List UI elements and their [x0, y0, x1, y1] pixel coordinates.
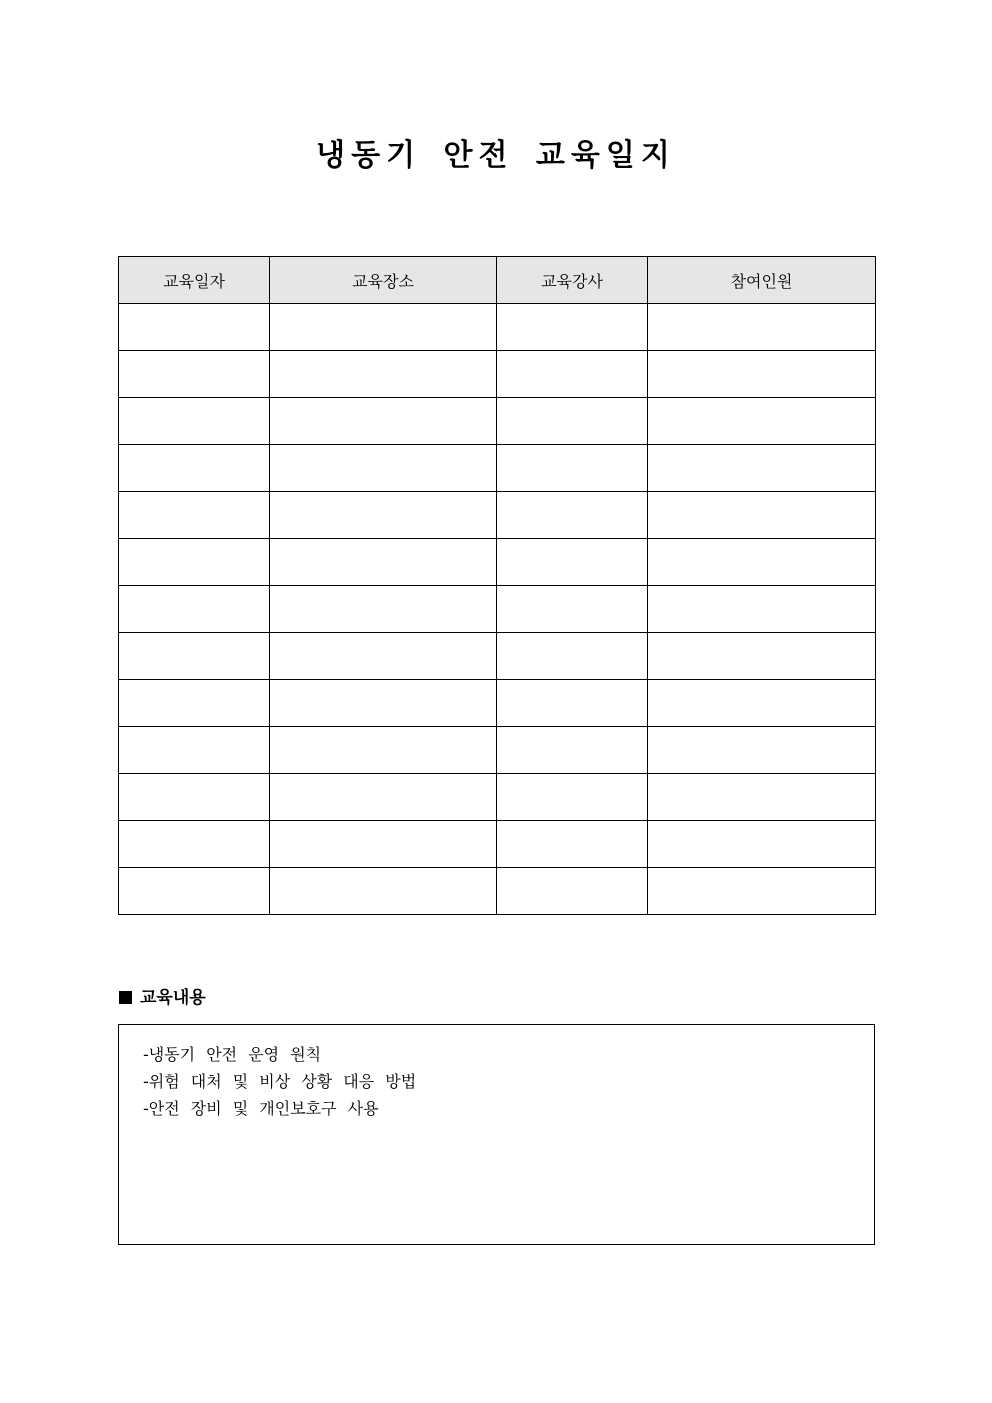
- table-header-row: [119, 257, 876, 304]
- table-row: [119, 445, 876, 492]
- table-row: [119, 351, 876, 398]
- cell-attendees[interactable]: [648, 351, 876, 398]
- cell-attendees[interactable]: [648, 539, 876, 586]
- cell-location[interactable]: [270, 680, 497, 727]
- list-item: -냉동기 안전 운영 원칙: [143, 1045, 322, 1064]
- cell-date[interactable]: [119, 633, 270, 680]
- cell-location[interactable]: [270, 304, 497, 351]
- cell-instructor[interactable]: [497, 633, 648, 680]
- cell-instructor[interactable]: [497, 868, 648, 915]
- cell-attendees[interactable]: [648, 445, 876, 492]
- cell-date[interactable]: [119, 539, 270, 586]
- header-instructor: 교육강사: [497, 257, 648, 304]
- cell-location[interactable]: [270, 868, 497, 915]
- cell-date[interactable]: [119, 774, 270, 821]
- cell-location[interactable]: [270, 821, 497, 868]
- cell-attendees[interactable]: [648, 680, 876, 727]
- table-row: [119, 586, 876, 633]
- cell-date[interactable]: [119, 868, 270, 915]
- table-body: [119, 304, 876, 915]
- cell-date[interactable]: [119, 445, 270, 492]
- table-row: [119, 492, 876, 539]
- cell-location[interactable]: [270, 351, 497, 398]
- cell-location[interactable]: [270, 539, 497, 586]
- cell-attendees[interactable]: [648, 304, 876, 351]
- header-date: 교육일자: [119, 257, 270, 304]
- black-square-icon: [119, 991, 132, 1004]
- document-title: 냉동기 안전 교육일지: [316, 138, 676, 173]
- cell-attendees[interactable]: [648, 774, 876, 821]
- cell-instructor[interactable]: [497, 539, 648, 586]
- cell-location[interactable]: [270, 586, 497, 633]
- cell-instructor[interactable]: [497, 774, 648, 821]
- cell-date[interactable]: [119, 351, 270, 398]
- cell-instructor[interactable]: [497, 586, 648, 633]
- education-log-table: [118, 256, 876, 915]
- cell-attendees[interactable]: [648, 586, 876, 633]
- table-row: [119, 774, 876, 821]
- list-item: -안전 장비 및 개인보호구 사용: [143, 1099, 379, 1118]
- table-row: [119, 398, 876, 445]
- cell-date[interactable]: [119, 304, 270, 351]
- cell-location[interactable]: [270, 398, 497, 445]
- cell-date[interactable]: [119, 492, 270, 539]
- cell-location[interactable]: [270, 633, 497, 680]
- cell-location[interactable]: [270, 727, 497, 774]
- table-row: [119, 727, 876, 774]
- table-row: [119, 539, 876, 586]
- cell-instructor[interactable]: [497, 492, 648, 539]
- cell-date[interactable]: [119, 727, 270, 774]
- cell-attendees[interactable]: [648, 821, 876, 868]
- cell-location[interactable]: [270, 492, 497, 539]
- cell-attendees[interactable]: [648, 398, 876, 445]
- cell-attendees[interactable]: [648, 492, 876, 539]
- table-row: [119, 868, 876, 915]
- header-location: 교육장소: [270, 257, 497, 304]
- cell-attendees[interactable]: [648, 633, 876, 680]
- cell-instructor[interactable]: [497, 727, 648, 774]
- content-box: [118, 1024, 875, 1245]
- table-row: [119, 680, 876, 727]
- table-row: [119, 304, 876, 351]
- content-heading-label: 교육내용: [140, 988, 206, 1008]
- content-list: [119, 1025, 874, 1122]
- content-section-heading: [119, 985, 206, 1011]
- cell-instructor[interactable]: [497, 445, 648, 492]
- cell-instructor[interactable]: [497, 821, 648, 868]
- cell-date[interactable]: [119, 821, 270, 868]
- cell-location[interactable]: [270, 774, 497, 821]
- cell-instructor[interactable]: [497, 304, 648, 351]
- list-item: -위험 대처 및 비상 상황 대응 방법: [143, 1072, 417, 1091]
- header-attendees: 참여인원: [648, 257, 876, 304]
- table-row: [119, 633, 876, 680]
- cell-instructor[interactable]: [497, 680, 648, 727]
- cell-location[interactable]: [270, 445, 497, 492]
- cell-date[interactable]: [119, 680, 270, 727]
- cell-attendees[interactable]: [648, 868, 876, 915]
- cell-date[interactable]: [119, 398, 270, 445]
- cell-instructor[interactable]: [497, 351, 648, 398]
- cell-instructor[interactable]: [497, 398, 648, 445]
- cell-date[interactable]: [119, 586, 270, 633]
- table-row: [119, 821, 876, 868]
- cell-attendees[interactable]: [648, 727, 876, 774]
